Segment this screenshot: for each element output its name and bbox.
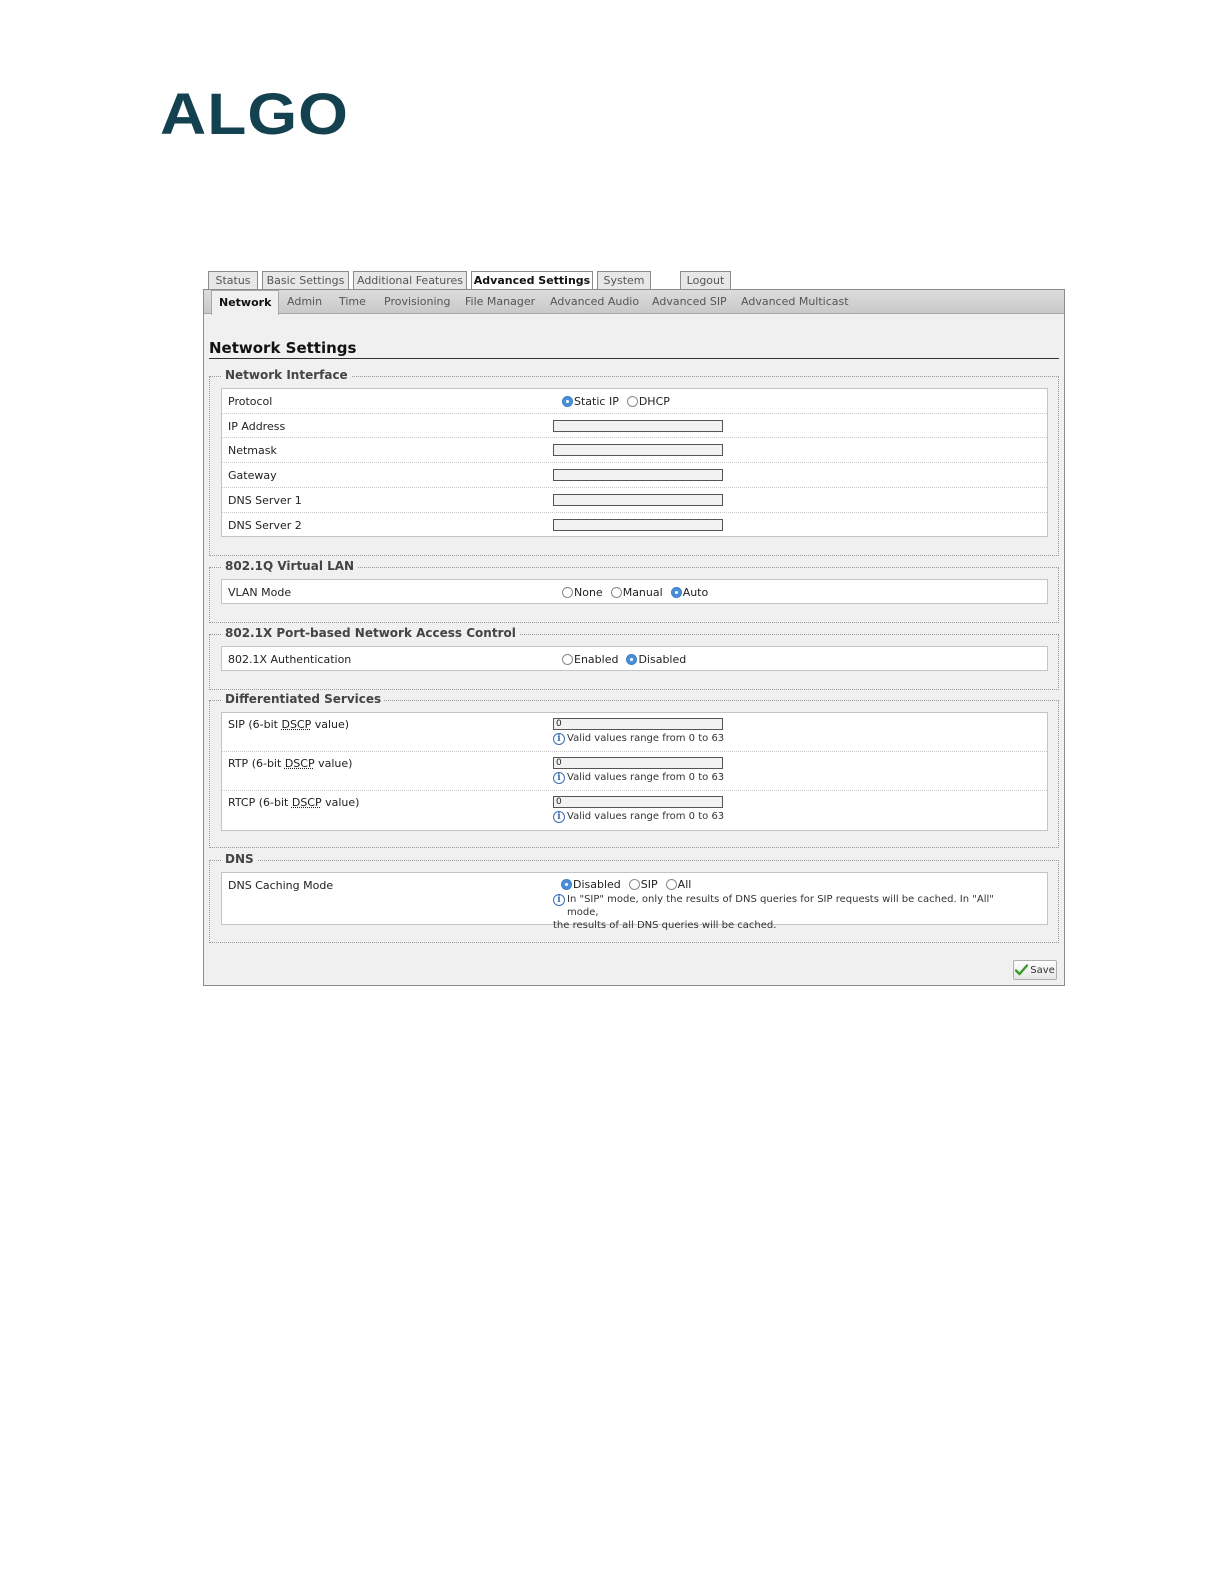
- dns-server-2-input[interactable]: [553, 519, 723, 531]
- dns-all-label: All: [677, 878, 692, 891]
- subtab-network[interactable]: Network: [211, 290, 279, 315]
- auth-disabled-radio[interactable]: [626, 654, 637, 665]
- protocol-static-ip-label: Static IP: [574, 395, 619, 408]
- gateway-input[interactable]: [553, 469, 723, 481]
- tab-advanced-settings[interactable]: Advanced Settings: [471, 271, 593, 291]
- rtcp-dscp-label: RTCP (6-bit DSCP value): [228, 796, 360, 809]
- diffserv-legend: Differentiated Services: [222, 692, 384, 706]
- algo-logo: [160, 80, 400, 147]
- ip-address-input[interactable]: [553, 420, 723, 432]
- sip-dscp-label: SIP (6-bit DSCP value): [228, 718, 350, 731]
- dns-caching-hint-continued: [553, 919, 1023, 932]
- dns-disabled-label: Disabled: [573, 878, 621, 891]
- check-icon: [1015, 964, 1028, 976]
- sip-dscp-hint: i Valid values range from 0 to 63: [553, 732, 724, 745]
- vlan-none-radio[interactable]: [562, 587, 573, 598]
- rtp-dscp-hint: i Valid values range from 0 to 63: [553, 771, 724, 784]
- dns-disabled-radio[interactable]: [561, 879, 572, 890]
- vlan-mode-row: [222, 580, 1047, 603]
- dns-caching-hint-line2: the results of all DNS queries will be cached.: [553, 920, 777, 931]
- dns-caching-row: [222, 873, 1047, 931]
- vlan-mode-radio-group: [562, 586, 716, 599]
- vlan-none-label: None: [574, 586, 603, 599]
- vlan-box: [221, 579, 1048, 604]
- protocol-dhcp-label: DHCP: [638, 395, 670, 408]
- dns-server-2-label: DNS Server 2: [228, 519, 302, 532]
- vlan-auto-label: Auto: [682, 586, 709, 599]
- info-icon: i: [553, 772, 565, 784]
- diffserv-box: [221, 712, 1048, 831]
- rtcp-dscp-row: [222, 791, 1047, 830]
- port-access-box: [221, 646, 1048, 671]
- protocol-static-ip-radio[interactable]: [562, 396, 573, 407]
- dns-caching-hint: [553, 893, 1023, 919]
- netmask-input[interactable]: [553, 444, 723, 456]
- auth-radio-group: [562, 653, 694, 666]
- subtab-time[interactable]: Time: [339, 295, 366, 308]
- tab-logout[interactable]: Logout: [680, 271, 731, 290]
- save-button[interactable]: [1013, 960, 1057, 980]
- dns-server-1-input[interactable]: [553, 494, 723, 506]
- gateway-row: [222, 463, 1047, 488]
- rtp-dscp-row: [222, 752, 1047, 791]
- info-icon: i: [553, 894, 565, 906]
- ip-address-row: [222, 414, 1047, 438]
- vlan-mode-label: VLAN Mode: [228, 586, 292, 599]
- dns-sip-radio[interactable]: [629, 879, 640, 890]
- rtp-dscp-label: RTP (6-bit DSCP value): [228, 757, 353, 770]
- vlan-manual-radio[interactable]: [611, 587, 622, 598]
- dns-legend: DNS: [222, 852, 257, 866]
- dns-caching-hint-line1: In "SIP" mode, only the results of DNS queries for SIP requests will be cached. In "All" mode,: [567, 894, 994, 918]
- sip-dscp-input[interactable]: 0: [553, 718, 723, 730]
- protocol-row: [222, 389, 1047, 414]
- tab-basic-settings[interactable]: Basic Settings: [262, 271, 349, 290]
- dns-all-radio[interactable]: [666, 879, 677, 890]
- dns-server-2-row: [222, 513, 1047, 536]
- auth-row: [222, 647, 1047, 670]
- subtab-advanced-multicast[interactable]: Advanced Multicast: [741, 295, 849, 308]
- auth-disabled-label: Disabled: [638, 653, 687, 666]
- dns-server-1-label: DNS Server 1: [228, 494, 302, 507]
- rtcp-dscp-input[interactable]: 0: [553, 796, 723, 808]
- rtp-dscp-input[interactable]: 0: [553, 757, 723, 769]
- save-label: Save: [1030, 964, 1055, 976]
- sip-dscp-row: [222, 713, 1047, 752]
- diffserv-section: [209, 692, 1059, 848]
- vlan-auto-radio[interactable]: [671, 587, 682, 598]
- network-interface-legend: Network Interface: [222, 368, 351, 382]
- subtab-admin[interactable]: Admin: [287, 295, 323, 308]
- network-interface-box: [221, 388, 1048, 537]
- info-icon: i: [553, 811, 565, 823]
- dns-caching-radio-group: [553, 878, 1023, 891]
- rtcp-dscp-hint: i Valid values range from 0 to 63: [553, 810, 724, 823]
- netmask-label: Netmask: [228, 444, 277, 457]
- tab-status[interactable]: Status: [208, 271, 258, 290]
- sub-tab-bar: [204, 290, 1064, 314]
- gateway-label: Gateway: [228, 469, 277, 482]
- vlan-manual-label: Manual: [622, 586, 663, 599]
- network-interface-section: [209, 368, 1059, 556]
- protocol-label: Protocol: [228, 395, 273, 408]
- tab-system[interactable]: System: [597, 271, 651, 290]
- dns-box: [221, 872, 1048, 931]
- dns-sip-label: SIP: [640, 878, 658, 891]
- page-title: Network Settings: [209, 339, 357, 357]
- title-divider: [209, 358, 1059, 359]
- protocol-radio-group: [562, 395, 678, 408]
- vlan-section: [209, 559, 1059, 623]
- auth-label: 802.1X Authentication: [228, 653, 352, 666]
- ip-address-label: IP Address: [228, 420, 286, 433]
- dns-caching-label: DNS Caching Mode: [228, 879, 334, 892]
- dns-server-1-row: [222, 488, 1047, 513]
- dns-section: [209, 852, 1059, 943]
- port-access-section: [209, 626, 1059, 690]
- port-access-legend: 802.1X Port-based Network Access Control: [222, 626, 519, 640]
- settings-panel: [203, 289, 1065, 986]
- subtab-advanced-audio[interactable]: Advanced Audio: [550, 295, 640, 308]
- tab-additional-features[interactable]: Additional Features: [353, 271, 467, 290]
- protocol-dhcp-radio[interactable]: [627, 396, 638, 407]
- info-icon: i: [553, 733, 565, 745]
- auth-enabled-label: Enabled: [574, 653, 619, 666]
- subtab-provisioning[interactable]: Provisioning: [384, 295, 451, 308]
- logo-text: ALGO: [160, 80, 349, 147]
- auth-enabled-radio[interactable]: [562, 654, 573, 665]
- netmask-row: [222, 438, 1047, 463]
- subtab-advanced-sip[interactable]: Advanced SIP: [652, 295, 727, 308]
- vlan-legend: 802.1Q Virtual LAN: [222, 559, 357, 573]
- subtab-file-manager[interactable]: File Manager: [465, 295, 536, 308]
